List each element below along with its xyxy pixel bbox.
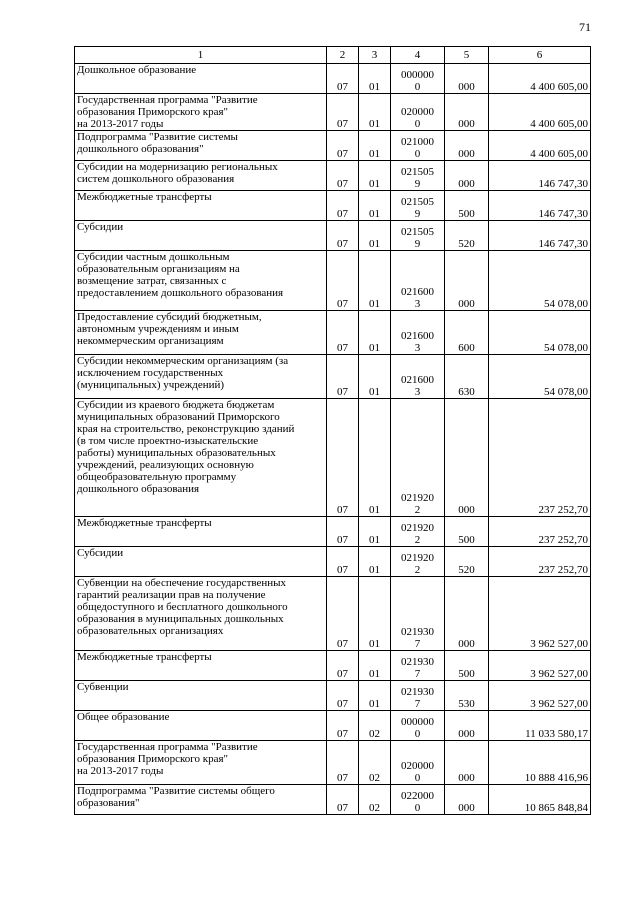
- cell-c2: 07: [327, 399, 359, 517]
- cell-name: Субсидии: [75, 221, 327, 251]
- cell-c4: 000000 0: [391, 64, 445, 94]
- cell-name: Субсидии некоммерческим организациям (за исключением государственных (муниципальных) учреждений): [75, 355, 327, 399]
- budget-table: [74, 46, 591, 815]
- cell-c5: 530: [445, 681, 489, 711]
- cell-c3: 02: [359, 785, 391, 815]
- cell-c6: 10 865 848,84: [489, 785, 591, 815]
- page-number: 71: [579, 20, 591, 34]
- table-row: [75, 517, 591, 547]
- cell-name: Межбюджетные трансферты: [75, 517, 327, 547]
- cell-c2: 07: [327, 161, 359, 191]
- table-row: [75, 681, 591, 711]
- table-row: [75, 161, 591, 191]
- cell-name: Субсидии частным дошкольным образовательным организациям на возмещение затрат, связанных с предоставлением дошкольного образования: [75, 251, 327, 311]
- cell-c5: 000: [445, 577, 489, 651]
- cell-name: Предоставление субсидий бюджетным, автономным учреждениям и иным некоммерческим организациям: [75, 311, 327, 355]
- cell-c3: 01: [359, 131, 391, 161]
- column-header-2: 2: [327, 47, 359, 64]
- cell-c4: 021600 3: [391, 355, 445, 399]
- cell-c6: 54 078,00: [489, 355, 591, 399]
- table-row: [75, 221, 591, 251]
- cell-c5: 000: [445, 741, 489, 785]
- cell-c4: 021930 7: [391, 681, 445, 711]
- cell-c5: 000: [445, 94, 489, 131]
- cell-c5: 500: [445, 191, 489, 221]
- cell-c3: 01: [359, 577, 391, 651]
- table-row: [75, 191, 591, 221]
- cell-c2: 07: [327, 64, 359, 94]
- cell-name: Субсидии на модернизацию региональных систем дошкольного образования: [75, 161, 327, 191]
- cell-c5: 000: [445, 161, 489, 191]
- cell-c5: 520: [445, 221, 489, 251]
- cell-c3: 01: [359, 399, 391, 517]
- table-row: [75, 651, 591, 681]
- cell-c3: 01: [359, 221, 391, 251]
- cell-name: Субвенции: [75, 681, 327, 711]
- cell-c5: 000: [445, 399, 489, 517]
- table-row: [75, 741, 591, 785]
- cell-c4: 021930 7: [391, 651, 445, 681]
- cell-c2: 07: [327, 221, 359, 251]
- cell-c6: 3 962 527,00: [489, 681, 591, 711]
- cell-c3: 01: [359, 311, 391, 355]
- cell-c4: 020000 0: [391, 741, 445, 785]
- cell-c4: 021505 9: [391, 191, 445, 221]
- column-header-3: 3: [359, 47, 391, 64]
- cell-c4: 021930 7: [391, 577, 445, 651]
- cell-c2: 07: [327, 785, 359, 815]
- cell-c4: 021600 3: [391, 251, 445, 311]
- table-row: [75, 785, 591, 815]
- cell-c6: 4 400 605,00: [489, 94, 591, 131]
- cell-c6: 54 078,00: [489, 251, 591, 311]
- cell-c2: 07: [327, 651, 359, 681]
- cell-c2: 07: [327, 131, 359, 161]
- table-row: [75, 577, 591, 651]
- cell-c4: 021505 9: [391, 221, 445, 251]
- cell-name: Межбюджетные трансферты: [75, 651, 327, 681]
- table-row: [75, 399, 591, 517]
- table-row: [75, 94, 591, 131]
- cell-c6: 146 747,30: [489, 161, 591, 191]
- cell-c3: 01: [359, 64, 391, 94]
- cell-name: Субвенции на обеспечение государственных гарантий реализации прав на получение общедоступного и бесплатного дошкольного образования в муниципальных дошкольных образовательных организациях: [75, 577, 327, 651]
- cell-c2: 07: [327, 517, 359, 547]
- cell-c3: 02: [359, 741, 391, 785]
- cell-c4: 000000 0: [391, 711, 445, 741]
- cell-c6: 4 400 605,00: [489, 131, 591, 161]
- cell-c4: 021000 0: [391, 131, 445, 161]
- cell-c2: 07: [327, 577, 359, 651]
- cell-c3: 01: [359, 517, 391, 547]
- cell-c5: 500: [445, 651, 489, 681]
- cell-c6: 54 078,00: [489, 311, 591, 355]
- cell-c5: 600: [445, 311, 489, 355]
- cell-name: Подпрограмма "Развитие системы дошкольного образования": [75, 131, 327, 161]
- cell-c5: 630: [445, 355, 489, 399]
- cell-c5: 000: [445, 64, 489, 94]
- cell-name: Межбюджетные трансферты: [75, 191, 327, 221]
- cell-c2: 07: [327, 355, 359, 399]
- cell-c6: 3 962 527,00: [489, 651, 591, 681]
- cell-c5: 000: [445, 711, 489, 741]
- column-header-4: 4: [391, 47, 445, 64]
- cell-c3: 01: [359, 191, 391, 221]
- cell-name: Субсидии: [75, 547, 327, 577]
- cell-c3: 01: [359, 355, 391, 399]
- cell-c3: 01: [359, 251, 391, 311]
- cell-c3: 02: [359, 711, 391, 741]
- cell-c4: 021600 3: [391, 311, 445, 355]
- cell-c5: 000: [445, 251, 489, 311]
- cell-c6: 10 888 416,96: [489, 741, 591, 785]
- table-row: [75, 64, 591, 94]
- cell-c6: 237 252,70: [489, 547, 591, 577]
- cell-c6: 11 033 580,17: [489, 711, 591, 741]
- cell-c2: 07: [327, 741, 359, 785]
- cell-c2: 07: [327, 94, 359, 131]
- cell-c2: 07: [327, 191, 359, 221]
- cell-c6: 146 747,30: [489, 221, 591, 251]
- column-header-5: 5: [445, 47, 489, 64]
- cell-c6: 146 747,30: [489, 191, 591, 221]
- cell-c4: 022000 0: [391, 785, 445, 815]
- cell-c6: 3 962 527,00: [489, 577, 591, 651]
- cell-name: Дошкольное образование: [75, 64, 327, 94]
- table-header-row: [75, 47, 591, 64]
- cell-c5: 000: [445, 131, 489, 161]
- cell-c5: 500: [445, 517, 489, 547]
- cell-name: Государственная программа "Развитие образования Приморского края" на 2013-2017 годы: [75, 741, 327, 785]
- cell-c2: 07: [327, 251, 359, 311]
- table-row: [75, 251, 591, 311]
- cell-name: Субсидии из краевого бюджета бюджетам муниципальных образований Приморского края на строительство, реконструкцию зданий (в том числе проектно-изыскательские работы) муниципальных образовательных учреждений, реализующих основную общеобразовательную программу дошкольного образования: [75, 399, 327, 517]
- column-header-1: 1: [75, 47, 327, 64]
- cell-c6: 237 252,70: [489, 399, 591, 517]
- table-row: [75, 547, 591, 577]
- cell-c3: 01: [359, 94, 391, 131]
- cell-c3: 01: [359, 681, 391, 711]
- cell-name: Общее образование: [75, 711, 327, 741]
- column-header-6: 6: [489, 47, 591, 64]
- cell-c2: 07: [327, 311, 359, 355]
- table-row: [75, 711, 591, 741]
- cell-c4: 021920 2: [391, 547, 445, 577]
- cell-name: Государственная программа "Развитие образования Приморского края" на 2013-2017 годы: [75, 94, 327, 131]
- cell-c4: 021920 2: [391, 517, 445, 547]
- cell-c4: 020000 0: [391, 94, 445, 131]
- cell-c4: 021920 2: [391, 399, 445, 517]
- cell-c5: 000: [445, 785, 489, 815]
- cell-c6: 4 400 605,00: [489, 64, 591, 94]
- cell-c4: 021505 9: [391, 161, 445, 191]
- table-row: [75, 355, 591, 399]
- cell-c5: 520: [445, 547, 489, 577]
- cell-c3: 01: [359, 547, 391, 577]
- cell-c2: 07: [327, 681, 359, 711]
- table-row: [75, 131, 591, 161]
- cell-name: Подпрограмма "Развитие системы общего образования": [75, 785, 327, 815]
- cell-c3: 01: [359, 161, 391, 191]
- cell-c2: 07: [327, 711, 359, 741]
- cell-c2: 07: [327, 547, 359, 577]
- table-row: [75, 311, 591, 355]
- cell-c6: 237 252,70: [489, 517, 591, 547]
- cell-c3: 01: [359, 651, 391, 681]
